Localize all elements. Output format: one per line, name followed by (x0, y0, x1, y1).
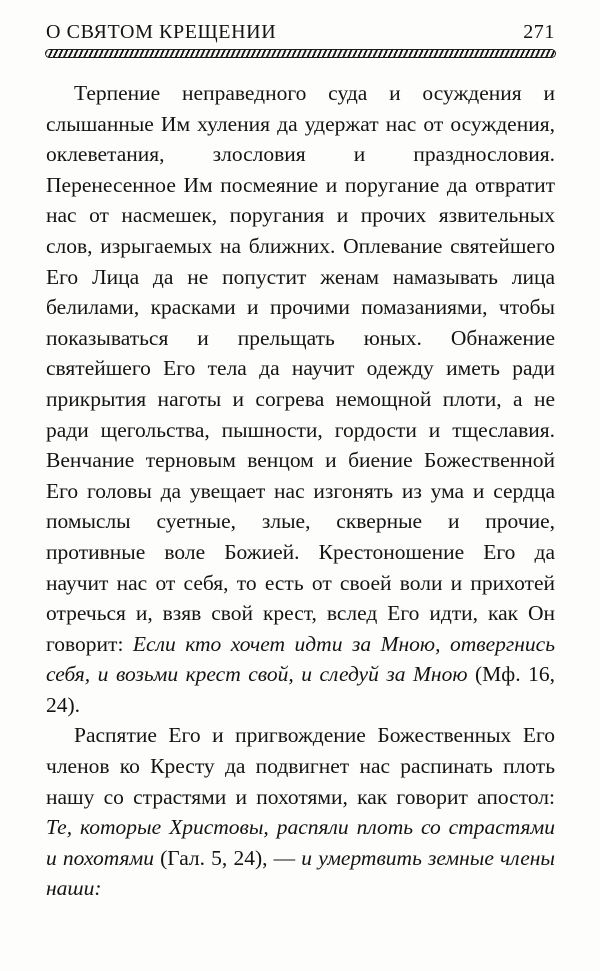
body-run: (Гал. 5, 24), — (153, 845, 302, 870)
chapter-title: О СВЯТОМ КРЕЩЕНИИ (46, 21, 277, 43)
paragraph (46, 78, 555, 720)
running-header (46, 21, 555, 43)
body-text (46, 78, 555, 904)
scripture-quote: и умертвить земные члены наши: (46, 845, 555, 901)
scripture-quote: Те, которые Христовы, распяли плоть со страстями и похотями (46, 815, 555, 870)
page-number: 271 (523, 21, 555, 43)
rope-divider (46, 50, 555, 57)
body-run: (Мф. 16, 24). (46, 662, 555, 717)
body-run: Терпение неправедного суда и осуждения и слышанные Им хуления да удержат нас от осуждения, оклеветания, злословия и празднословия. Перенесенное Им посмеяние и поругание да отвратит нас от насмешек, поругания и прочих язвительных слов, изрыгаемых на ближних. Оплевание святейшего Его Лица да не попустит женам намазывать лица белилами, красками и прочими помазаниями, чтобы показываться и прельщать юных. Обнажение святейшего Его тела да научит одежду иметь ради прикрытия наготы и согрева немощной плоти, а не ради щегольства, пышности, гордости и тщеславия. Венчание терновым венцом и биение Божественной Его головы да увещает нас изгонять из ума и сердца помыслы суетные, злые, скверные и прочие, противные воле Божией. Крестоношение Его да научит нас от себя, то есть от своей воли и прихотей отречься и, взяв свой крест, вслед Его идти, как Он говорит: (46, 81, 555, 656)
paragraph (46, 720, 555, 904)
body-run: Распятие Его и пригвождение Божественных Его членов ко Кресту да подвигнет нас распинать плоть нашу со страстями и похотями, как говорит апостол: (46, 723, 555, 809)
scripture-quote: Если кто хочет идти за Мною, отвергнись себя, и возьми крест свой, и следуй за Мною (46, 631, 555, 687)
